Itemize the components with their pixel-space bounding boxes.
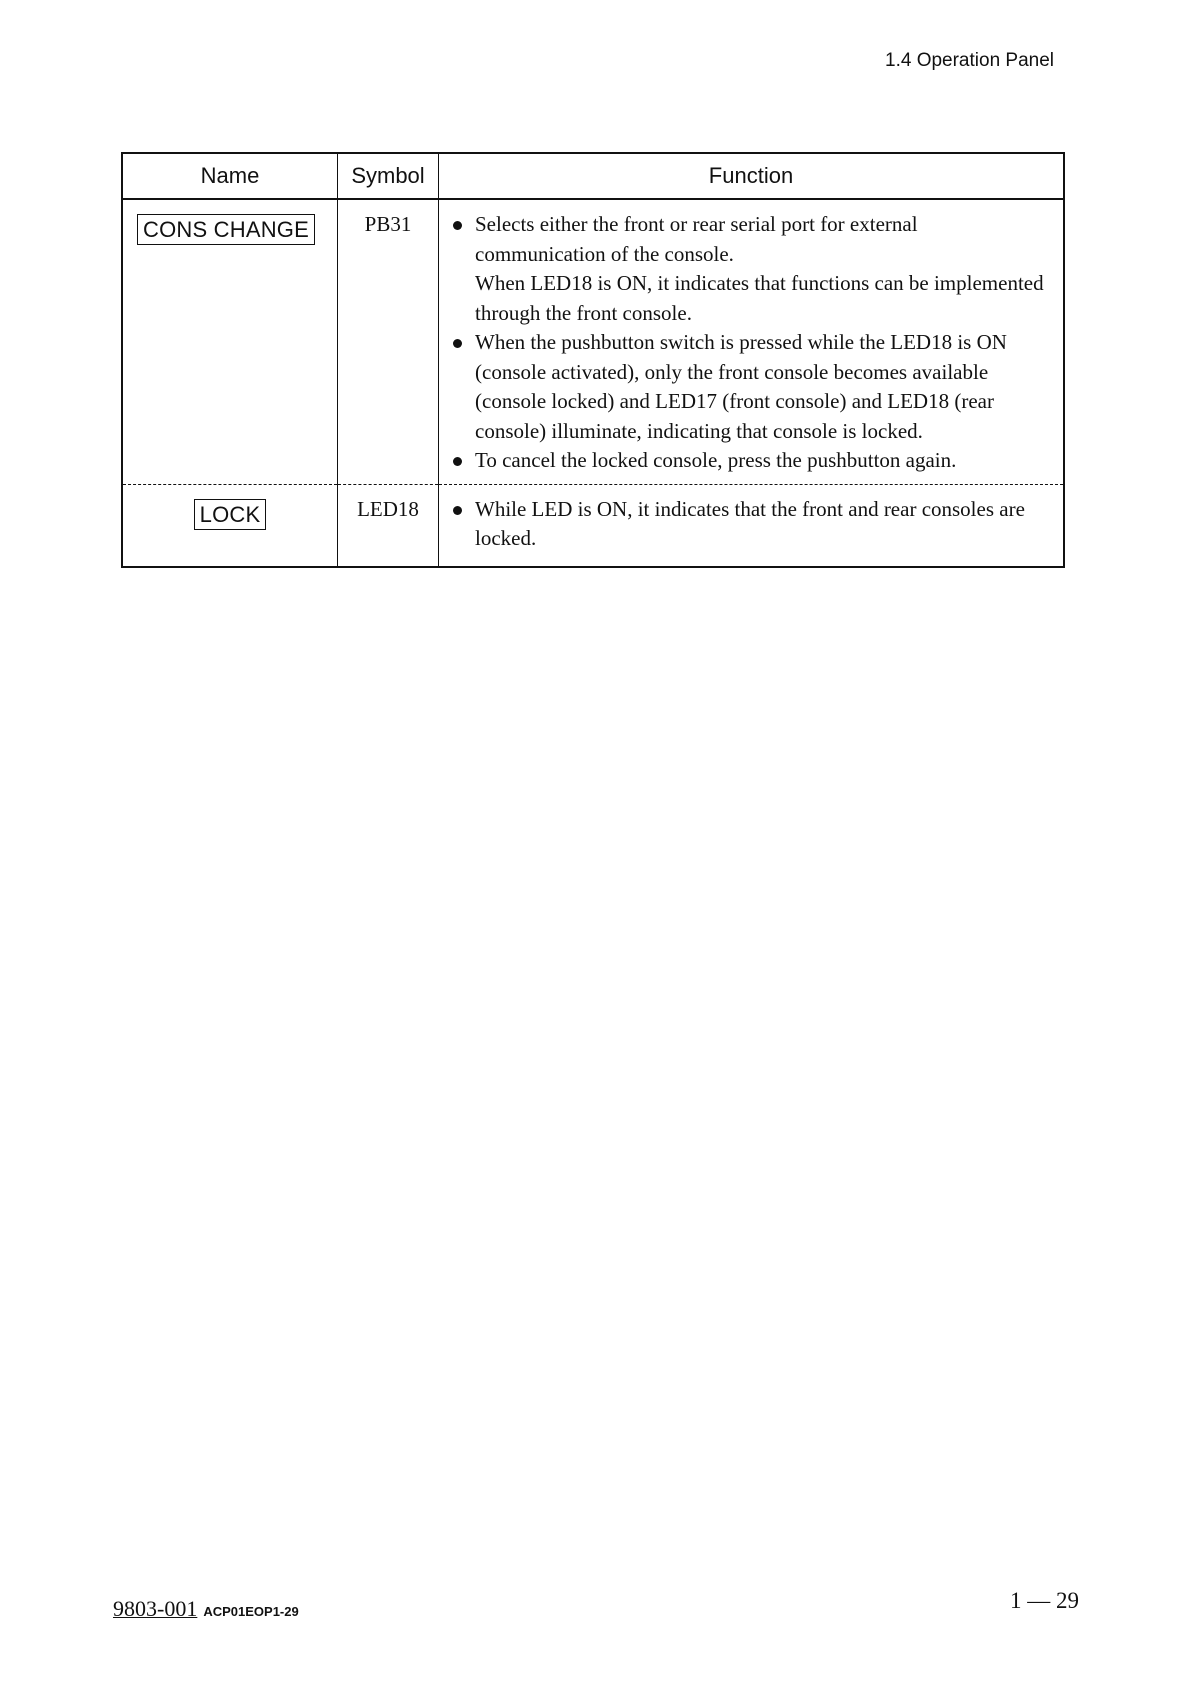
function-text: When the pushbutton switch is pressed while the LED18 is ON (console activated), only the front console becomes available (console locked) and LED17 (front console) and LED18 (rear console) illuminate, indicating that console is locked. — [475, 330, 1007, 443]
column-header-function: Function — [439, 153, 1065, 199]
function-text: Selects either the front or rear serial port for external communication of the console. — [475, 212, 918, 266]
function-list — [453, 210, 1049, 476]
name-cell — [122, 484, 338, 567]
doc-code: 9803-001 — [113, 1596, 198, 1621]
symbol-cell: PB31 — [338, 199, 439, 484]
function-item — [453, 210, 1049, 328]
function-text: While LED is ON, it indicates that the front and rear consoles are locked. — [475, 496, 1025, 550]
section-header: 1.4 Operation Panel — [885, 50, 1055, 71]
doc-id: ACP01EOP1-29 — [203, 1604, 299, 1619]
key-label-cons-change: CONS CHANGE — [137, 214, 315, 245]
table-row-cons-change — [122, 199, 1064, 484]
bullet-icon — [453, 221, 462, 230]
function-cell — [439, 199, 1065, 484]
symbol-cell: LED18 — [338, 484, 439, 567]
function-item — [453, 495, 1049, 554]
function-cell — [439, 484, 1065, 567]
name-cell — [122, 199, 338, 484]
bullet-icon — [453, 506, 462, 515]
bullet-icon — [453, 339, 462, 348]
key-label-lock: LOCK — [194, 499, 267, 530]
function-item — [453, 328, 1049, 446]
page-number: 1 — 29 — [1010, 1588, 1079, 1613]
function-item — [453, 446, 1049, 476]
function-list — [453, 495, 1049, 554]
table-header-row — [122, 153, 1064, 199]
bullet-icon — [453, 457, 462, 466]
table-row-lock — [122, 484, 1064, 567]
footer-doc-reference — [113, 1596, 299, 1622]
column-header-name: Name — [122, 153, 338, 199]
function-text: To cancel the locked console, press the pushbutton again. — [475, 448, 957, 472]
operation-panel-table — [121, 152, 1065, 568]
column-header-symbol: Symbol — [338, 153, 439, 199]
function-continuation: When LED18 is ON, it indicates that functions can be implemented through the front console. — [475, 271, 1044, 325]
